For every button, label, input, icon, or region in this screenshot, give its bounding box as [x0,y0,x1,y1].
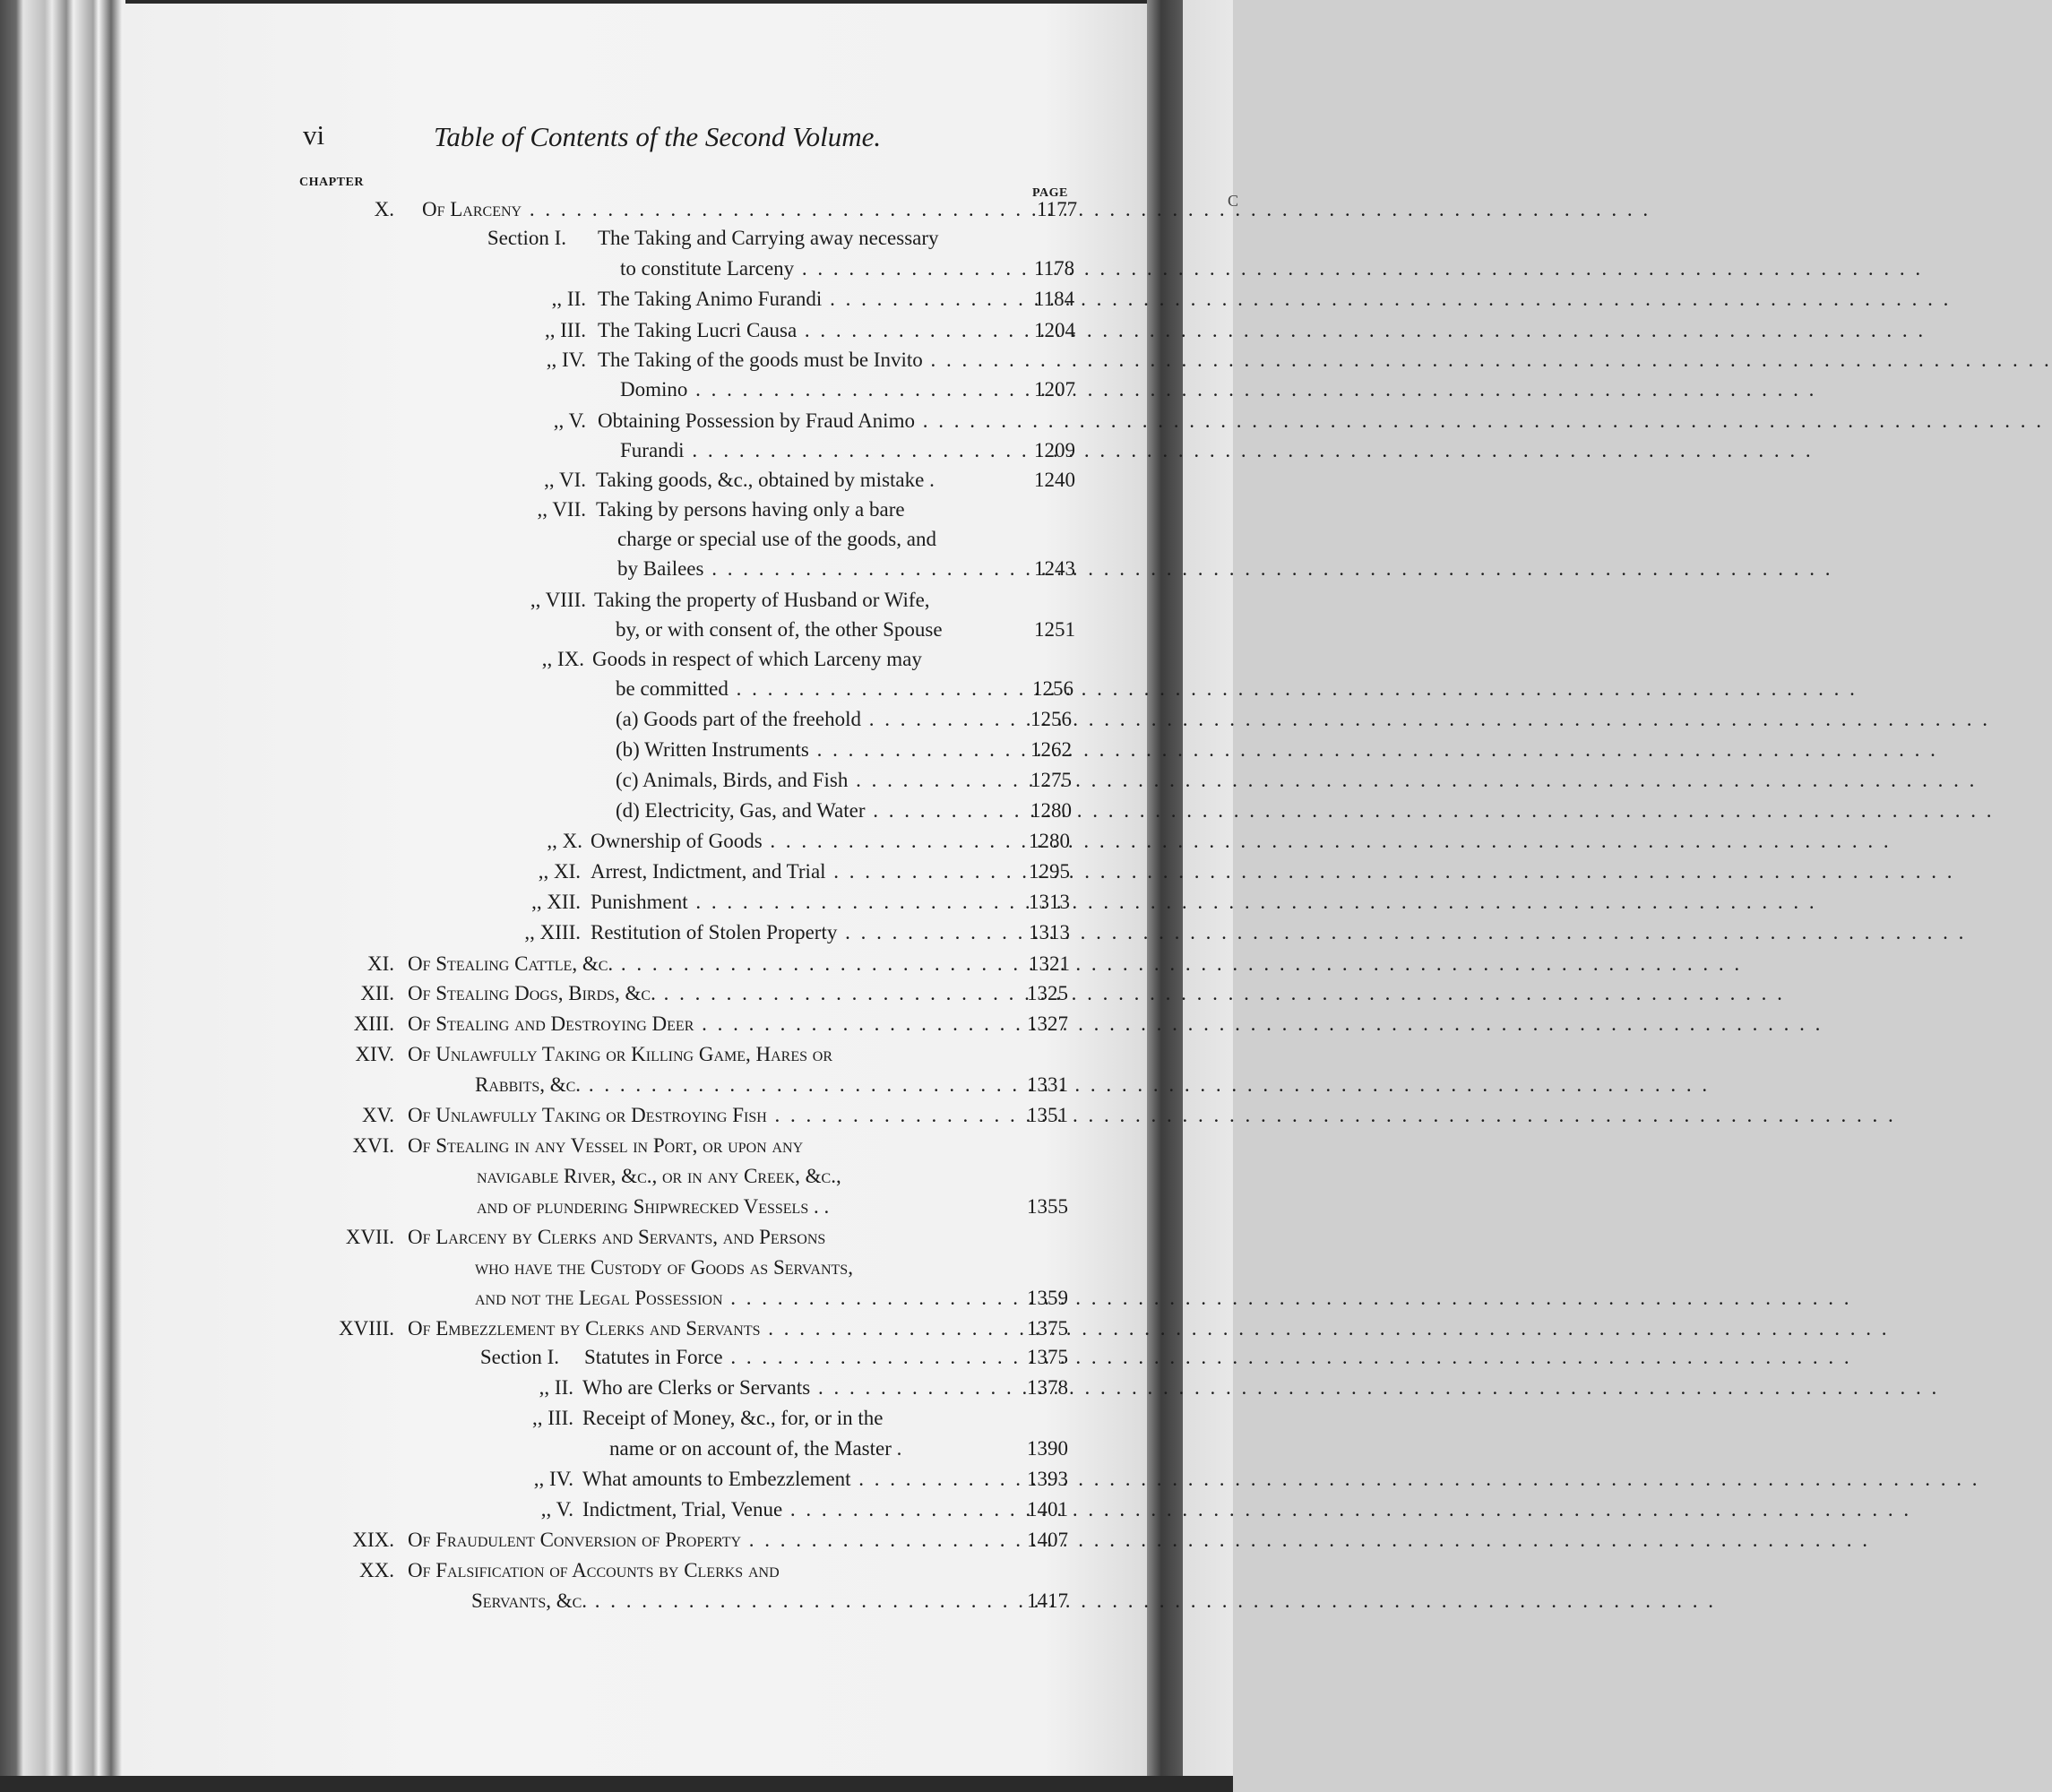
toc-entry-page: 1375 [1027,1317,1068,1340]
page-column-label: PAGE [1032,186,1068,200]
toc-entry-number: ,, VIII. [530,589,586,611]
toc-entry-number: XIII. [353,1012,394,1035]
toc-entry-title: The Taking of the goods must be Invito . . . [598,349,1016,372]
toc-entry-number: ,, III. [532,1407,573,1429]
toc-entry-title: Taking by persons having only a bare [596,498,905,521]
toc-entry-title: Statutes in Force . . . [584,1346,1016,1369]
toc-entry-number: ,, XII. [531,891,581,913]
toc-entry-title: Furandi . . . [620,439,1016,462]
toc-entry [0,227,1233,249]
toc-entry-title: Arrest, Indictment, and Trial . . . [591,860,1016,883]
toc-entry [0,830,1233,852]
toc-entry [0,952,1233,975]
toc-entry-page: 1207 [1034,378,1075,401]
toc-entry-title: (b) Written Instruments . . . [616,738,1016,762]
toc-entry-page: 1209 [1034,439,1075,461]
toc-entry-number: ,, VII. [537,498,586,521]
toc-entry [0,288,1233,310]
toc-entry-page: 1275 [1030,769,1072,791]
toc-entry [0,860,1233,883]
toc-entry-title: Of Stealing Dogs, Birds, &c. . . . [408,982,1016,1005]
toc-entry-title: Of Larceny by Clerks and Servants, and Persons [408,1226,826,1248]
toc-entry [0,1226,1233,1248]
toc-entry-page: 1243 [1034,557,1075,580]
toc-entry [0,769,1233,791]
toc-entry-number: ,, V. [553,409,586,432]
toc-entry-page: 1280 [1029,830,1070,852]
toc-entry-title: Taking the property of Husband or Wife, [594,589,930,611]
toc-entry-number: ,, XIII. [524,921,581,943]
toc-entry [0,1287,1233,1309]
toc-entry-title: Restitution of Stolen Property . . . [591,921,1016,944]
toc-entry-page: 1256 [1032,677,1073,700]
toc-entry-number: XI. [366,952,394,975]
toc-entry [0,1012,1233,1035]
toc-entry-title: Who are Clerks or Servants . . . [582,1376,1016,1400]
toc-entry-page: 1417 [1027,1590,1068,1612]
toc-entry-page: 1375 [1027,1346,1068,1368]
toc-entry-page: 1355 [1027,1195,1068,1218]
toc-entry-number: XV. [361,1104,394,1126]
page-number: vi [303,119,325,151]
toc-entry-number: XII. [360,982,394,1004]
toc-entry-number: XVIII. [339,1317,394,1340]
toc-entry-page: 1295 [1029,860,1070,883]
toc-entry-title: Of Unlawfully Taking or Killing Game, Hares or [408,1043,833,1065]
toc-entry [0,738,1233,761]
toc-entry [0,1165,1233,1187]
toc-entry-title: charge or special use of the goods, and [617,528,936,550]
toc-entry [0,1376,1233,1399]
toc-entry-title: Of Falsification of Accounts by Clerks and [408,1559,780,1581]
toc-entry-page: 1378 [1027,1376,1068,1399]
toc-entry-number: ,, X. [547,830,582,852]
toc-entry-page: 1407 [1027,1529,1068,1551]
toc-entry-title: (c) Animals, Birds, and Fish . . . [616,769,1016,792]
toc-entry [0,1559,1233,1581]
toc-entry-number: ,, II. [539,1376,573,1399]
toc-entry-title: who have the Custody of Goods as Servants, [475,1256,853,1279]
toc-entry-number: ,, IV. [533,1468,573,1490]
toc-entry-title: by Bailees . . . [617,557,1016,581]
toc-entry [0,378,1233,401]
toc-entry [0,1073,1233,1096]
toc-entry [0,1256,1233,1279]
toc-entry [0,319,1233,341]
toc-entry-title: to constitute Larceny . . . [620,257,1016,280]
toc-entry-page: 1359 [1027,1287,1068,1309]
toc-entry-title: Of Larceny . . . [422,198,1016,221]
toc-entry-title: (d) Electricity, Gas, and Water . . . [616,799,1016,823]
toc-entry [0,648,1233,670]
toc-entry-title: Servants, &c. . . . [471,1590,1016,1613]
toc-entry-number: ,, XI. [538,860,581,883]
toc-entry-title: Obtaining Possession by Fraud Animo . . . [598,409,1016,433]
toc-entry [0,1104,1233,1126]
toc-entry-title: Of Fraudulent Conversion of Property . . . [408,1529,1016,1552]
toc-entry-title: Of Embezzlement by Clerks and Servants . . . [408,1317,1016,1340]
toc-entry-title: The Taking and Carrying away necessary [598,227,939,249]
toc-entry [0,1498,1233,1521]
toc-entry-title: by, or with consent of, the other Spouse [616,618,943,641]
toc-entry-title: Taking goods, &c., obtained by mistake . [596,469,935,491]
toc-entry [0,409,1233,432]
toc-entry-page: 1351 [1027,1104,1068,1126]
toc-entry-title: Indictment, Trial, Venue . . . [582,1498,1016,1521]
toc-entry [0,1407,1233,1429]
toc-entry-page: 1204 [1034,319,1075,341]
toc-entry-page: 1321 [1029,952,1070,975]
toc-entry [0,708,1233,730]
toc-entry-page: 1262 [1030,738,1072,761]
toc-entry [0,1043,1233,1065]
toc-entry-title: Rabbits, &c. . . . [475,1073,1016,1097]
toc-entry-number: ,, III. [545,319,586,341]
toc-entry-title: and of plundering Shipwrecked Vessels . . [477,1195,830,1218]
toc-entry-title: name or on account of, the Master . [609,1437,902,1460]
toc-entry [0,799,1233,822]
toc-entry-page: 1184 [1034,288,1075,310]
toc-entry-page: 1256 [1030,708,1072,730]
toc-entry-page: 1178 [1034,257,1075,280]
toc-entry [0,557,1233,580]
running-head: Table of Contents of the Second Volume. [434,121,882,152]
toc-entry-number: XIX. [352,1529,394,1551]
toc-entry-page: 1327 [1027,1012,1068,1035]
toc-entry [0,1317,1233,1340]
toc-entry-page: 1401 [1027,1498,1068,1521]
toc-entry-title: navigable River, &c., or in any Creek, &c., [477,1165,841,1187]
facing-page-letter: C [1228,192,1239,210]
toc-entry [0,1468,1233,1490]
toc-entry-title: Receipt of Money, &c., for, or in the [582,1407,884,1429]
toc-entry-page: 1331 [1027,1073,1068,1096]
toc-entry-title: What amounts to Embezzlement . . . [582,1468,1016,1491]
toc-entry-title: Punishment . . . [591,891,1016,914]
chapter-column-label: CHAPTER [299,176,364,189]
toc-entry-title: Of Stealing and Destroying Deer . . . [408,1012,1016,1036]
toc-entry-number: ,, IX. [541,648,584,670]
toc-entry [0,439,1233,461]
toc-entry-title: (a) Goods part of the freehold . . . [616,708,1016,731]
toc-entry-number: Section I. [487,227,566,249]
toc-entry-title: Goods in respect of which Larceny may [592,648,922,670]
toc-entry-page: 1251 [1034,618,1075,641]
toc-entry-page: 1280 [1030,799,1072,822]
toc-entry [0,891,1233,913]
toc-entry-page: 1240 [1034,469,1075,491]
toc-entry [0,982,1233,1004]
toc-entry [0,1134,1233,1157]
toc-entry-title: and not the Legal Possession . . . [475,1287,1016,1310]
toc-entry-title: be committed . . . [616,677,1016,701]
toc-entry-page: 1313 [1029,891,1070,913]
toc-entry-title: The Taking Lucri Causa . . . [598,319,1016,342]
toc-entry [0,589,1233,611]
toc-entry-title: Of Stealing in any Vessel in Port, or upon any [408,1134,804,1157]
toc-entry-page: 1393 [1027,1468,1068,1490]
toc-entry [0,1437,1233,1460]
toc-entry [0,198,1233,220]
toc-entry [0,921,1233,943]
toc-entry-title: Of Unlawfully Taking or Destroying Fish . . . [408,1104,1016,1127]
toc-entry-number: ,, II. [551,288,586,310]
toc-entry-number: XVII. [345,1226,394,1248]
toc-entry [0,618,1233,641]
toc-entry [0,257,1233,280]
toc-entry-page: 1177 [1037,198,1078,220]
toc-entry [0,677,1233,700]
toc-entry-title: Of Stealing Cattle, &c. . . . [408,952,1016,976]
toc-entry-number: XIV. [355,1043,394,1065]
toc-entry-page: 1390 [1027,1437,1068,1460]
toc-entry [0,528,1233,550]
toc-entry [0,498,1233,521]
toc-entry [0,469,1233,491]
toc-entry-number: ,, V. [540,1498,573,1521]
toc-entry-number: XVI. [352,1134,394,1157]
toc-entry [0,1195,1233,1218]
toc-entry-number: ,, IV. [546,349,586,371]
toc-entry-title: Ownership of Goods . . . [591,830,1016,853]
toc-entry-number: X. [374,198,394,220]
toc-entry-number: ,, VI. [544,469,586,491]
toc-entry-number: XX. [359,1559,394,1581]
toc-entry-title: The Taking Animo Furandi . . . [598,288,1016,311]
toc-entry-page: 1325 [1027,982,1068,1004]
toc-entry-title: Domino . . . [620,378,1016,401]
toc-entry-number: Section I. [479,1346,559,1368]
toc-entry-page: 1313 [1029,921,1070,943]
toc-entry [0,1346,1233,1368]
